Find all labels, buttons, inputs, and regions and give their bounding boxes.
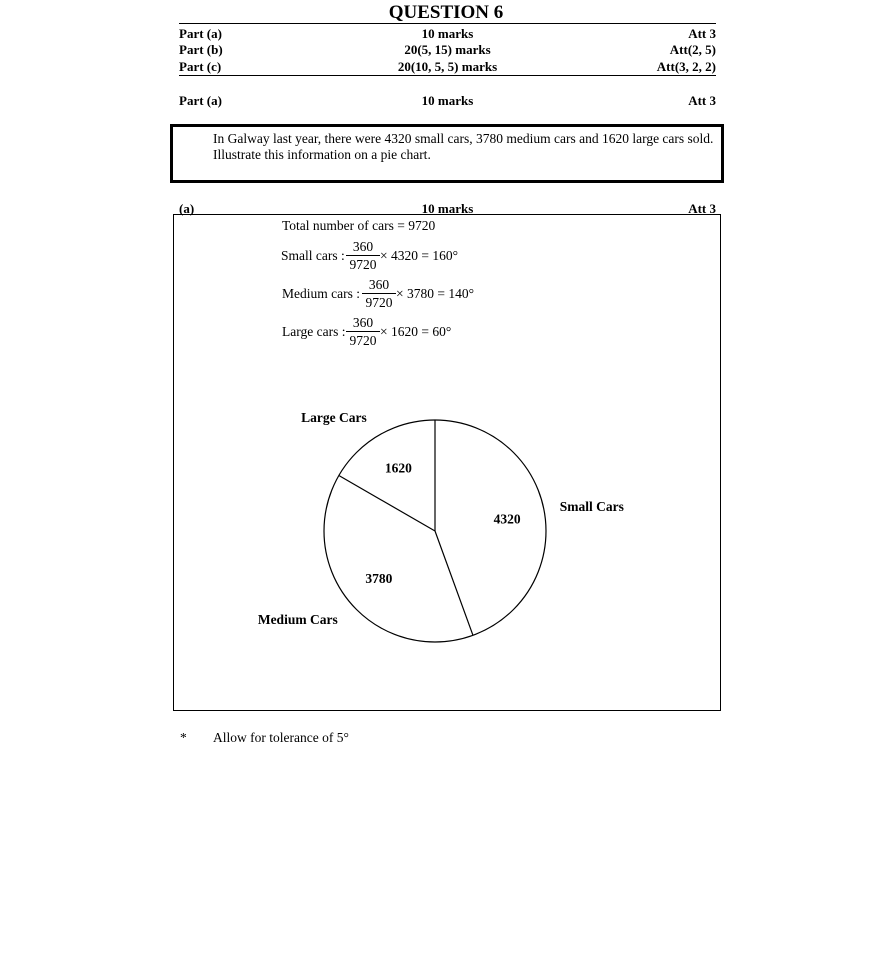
att-label: Att 3 bbox=[688, 26, 716, 41]
marks-label: 10 marks bbox=[421, 26, 474, 41]
pie-category-label: Small Cars bbox=[559, 498, 624, 514]
small-prefix: Small cars : bbox=[281, 248, 345, 263]
medium-result: × 3780 = 140° bbox=[396, 286, 475, 301]
footnote-text: Allow for tolerance of 5° bbox=[213, 730, 349, 745]
fraction-numerator: 360 bbox=[368, 277, 390, 292]
fraction-denominator: 9720 bbox=[349, 257, 377, 272]
pie-value-label: 3780 bbox=[365, 571, 393, 587]
question-text-line1: In Galway last year, there were 4320 small cars, 3780 medium cars and 1620 large cars sold. bbox=[213, 131, 714, 146]
pie-value-label: 1620 bbox=[384, 460, 412, 476]
footnote-star: * bbox=[180, 730, 187, 745]
medium-prefix: Medium cars : bbox=[282, 286, 360, 301]
att-label: Att(2, 5) bbox=[669, 42, 716, 57]
large-result: × 1620 = 60° bbox=[380, 324, 452, 339]
part-label: Part (c) bbox=[179, 59, 222, 74]
large-prefix: Large cars : bbox=[282, 324, 346, 339]
fraction-denominator: 9720 bbox=[365, 295, 393, 310]
total-line: Total number of cars = 9720 bbox=[282, 218, 436, 233]
marks-label: 10 marks bbox=[421, 201, 474, 216]
pie-value-label: 4320 bbox=[493, 511, 521, 527]
marks-label: 20(5, 15) marks bbox=[404, 42, 491, 57]
part-label: Part (a) bbox=[179, 93, 222, 108]
question-title: QUESTION 6 bbox=[388, 2, 504, 23]
att-label: Att 3 bbox=[688, 93, 716, 108]
pie-category-label: Medium Cars bbox=[257, 611, 338, 627]
fraction-numerator: 360 bbox=[352, 239, 374, 254]
small-result: × 4320 = 160° bbox=[380, 248, 459, 263]
marks-label: 10 marks bbox=[421, 93, 474, 108]
att-label: Att 3 bbox=[688, 201, 716, 216]
marks-label: 20(10, 5, 5) marks bbox=[397, 59, 498, 74]
part-label: Part (a) bbox=[179, 26, 222, 41]
part-label: (a) bbox=[179, 201, 195, 216]
pie-category-label: Large Cars bbox=[301, 410, 367, 426]
fraction-denominator: 9720 bbox=[349, 333, 377, 348]
question-text-line2: Illustrate this information on a pie chart. bbox=[213, 147, 431, 162]
att-label: Att(3, 2, 2) bbox=[656, 59, 716, 74]
fraction-numerator: 360 bbox=[352, 315, 374, 330]
part-label: Part (b) bbox=[179, 42, 223, 57]
